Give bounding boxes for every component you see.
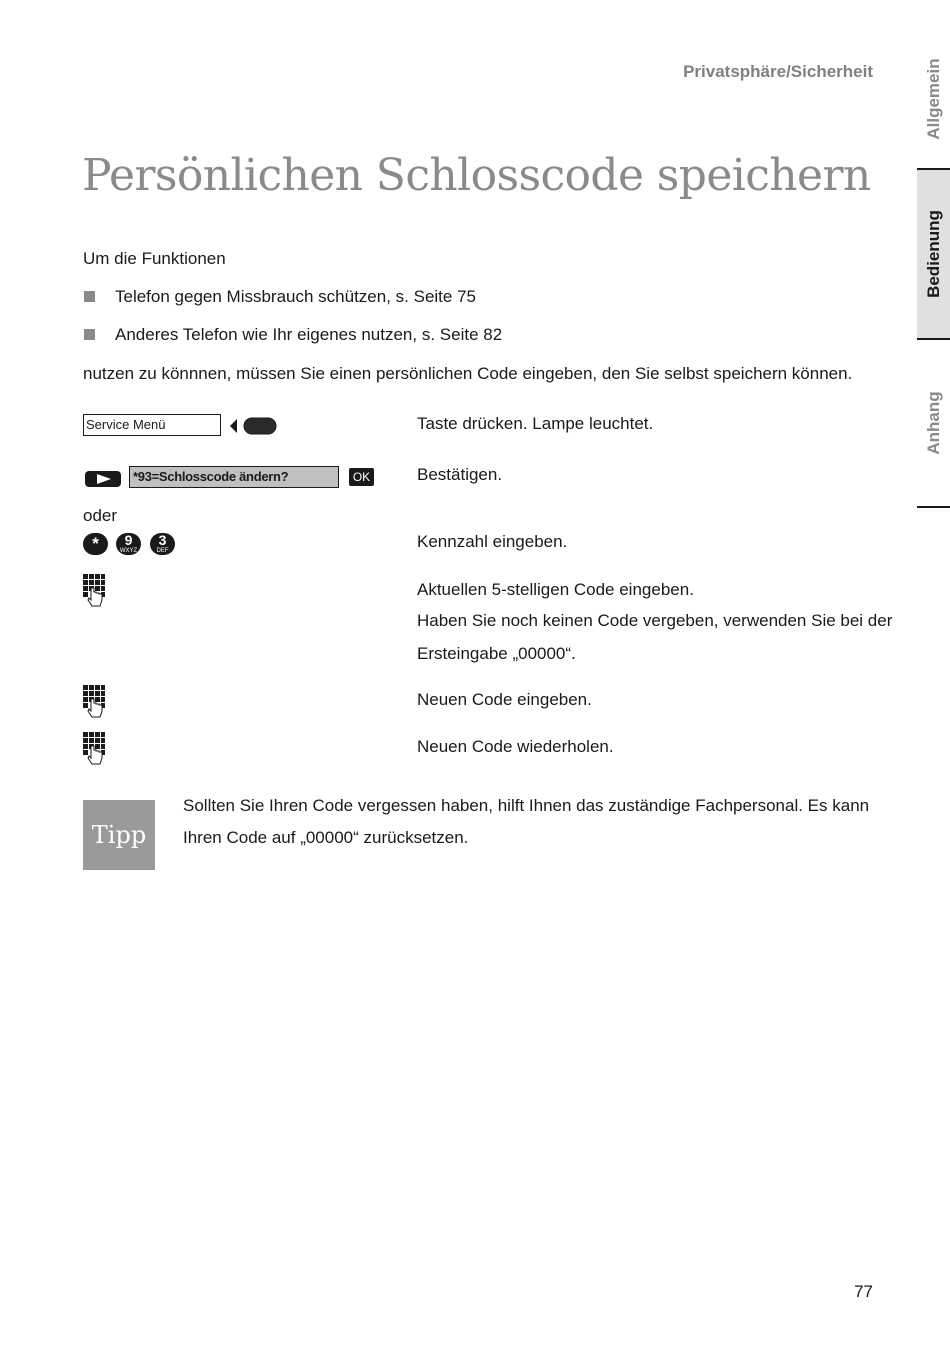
- tip-text: Sollten Sie Ihren Code vergessen haben, hilft Ihnen das zuständige Fachpersonal. Es kann: [183, 796, 870, 815]
- step-text: Bestätigen.: [417, 465, 503, 484]
- key-label: *: [92, 534, 99, 553]
- keypad-icon: [83, 732, 107, 771]
- tip-badge: Tipp: [83, 800, 155, 870]
- arrow-key-icon[interactable]: [84, 469, 122, 494]
- key-sub-label: WXYZ: [119, 548, 138, 554]
- bullet-marker: [84, 291, 95, 302]
- intro-text: Um die Funktionen: [83, 249, 226, 268]
- page-number: 77: [854, 1282, 873, 1301]
- side-tab-bedienung[interactable]: [917, 170, 950, 338]
- or-label: oder: [83, 506, 118, 525]
- side-tab-label: Anhang: [923, 391, 943, 455]
- step-text: Taste drücken. Lampe leuchtet.: [417, 414, 654, 433]
- display-prompt: *93=Schlosscode ändern?: [129, 466, 339, 488]
- page-title: Persönlichen Schlosscode speichern: [82, 150, 871, 201]
- key-3[interactable]: [150, 533, 175, 555]
- display-service-menu: Service Menü: [83, 414, 221, 436]
- side-tab-anhang[interactable]: [917, 340, 950, 506]
- step-text: Ersteingabe „00000“.: [417, 644, 576, 663]
- key-sub-label: DEF: [156, 548, 169, 554]
- step-text: Aktuellen 5-stelligen Code eingeben.: [417, 580, 694, 599]
- tab-divider: [917, 506, 950, 508]
- tip-text: Ihren Code auf „00000“ zurücksetzen.: [183, 828, 469, 847]
- side-tab-label: Allgemein: [923, 58, 943, 140]
- menu-key-icon[interactable]: [227, 414, 279, 443]
- side-tab-label: Bedienung: [923, 210, 943, 298]
- section-header: Privatsphäre/Sicherheit: [683, 62, 873, 81]
- side-tab-allgemein[interactable]: [917, 30, 950, 168]
- key-label: 3: [158, 532, 167, 548]
- key-label: 9: [124, 532, 133, 548]
- step-text: Kennzahl eingeben.: [417, 532, 568, 551]
- key-9[interactable]: [116, 533, 141, 555]
- outro-text: nutzen zu könnnen, müssen Sie einen persönlichen Code eingeben, den Sie selbst speichern können.: [83, 364, 853, 383]
- ok-button[interactable]: OK: [349, 468, 374, 486]
- list-item: Anderes Telefon wie Ihr eigenes nutzen, s. Seite 82: [115, 325, 503, 344]
- bullet-marker: [84, 329, 95, 340]
- keypad-icon: [83, 574, 107, 613]
- star-key[interactable]: [83, 533, 108, 555]
- step-text: Neuen Code wiederholen.: [417, 737, 614, 756]
- keypad-icon: [83, 685, 107, 724]
- step-text: Neuen Code eingeben.: [417, 690, 592, 709]
- list-item: Telefon gegen Missbrauch schützen, s. Seite 75: [115, 287, 476, 306]
- step-text: Haben Sie noch keinen Code vergeben, verwenden Sie bei der: [417, 611, 893, 630]
